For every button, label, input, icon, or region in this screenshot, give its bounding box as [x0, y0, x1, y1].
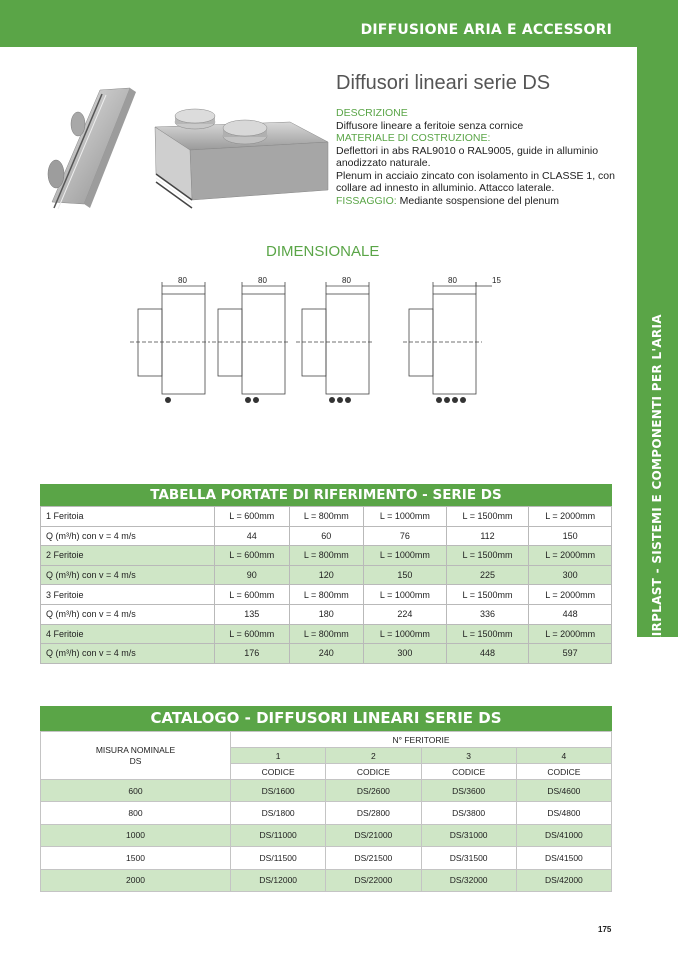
table-cell: CODICE [516, 764, 611, 780]
table-cell: 76 [364, 526, 447, 546]
table-cell: 112 [446, 526, 529, 546]
table-cell: L = 600mm [215, 546, 290, 566]
table-cell: Q (m³/h) con v = 4 m/s [41, 565, 215, 585]
table-cell: Q (m³/h) con v = 4 m/s [41, 644, 215, 664]
table-cell: DS/12000 [231, 869, 326, 891]
materiale-label: MATERIALE DI COSTRUZIONE: [336, 132, 491, 144]
table-cell: Q (m³/h) con v = 4 m/s [41, 526, 215, 546]
table-cell: DS/31500 [421, 847, 516, 869]
table-cell: CODICE [231, 764, 326, 780]
dimensional-title: DIMENSIONALE [266, 243, 380, 260]
table-cell: DS/3800 [421, 802, 516, 824]
descrizione-label: DESCRIZIONE [336, 107, 408, 119]
reference-table [40, 484, 612, 664]
dim-label-5: 15 [492, 276, 501, 285]
table-cell: DS/21500 [326, 847, 421, 869]
table-cell: 300 [529, 565, 612, 585]
table-cell: 1 Feritoia [41, 507, 215, 527]
dim-label-4: 80 [448, 276, 457, 285]
table-row [41, 869, 612, 891]
product-image [40, 82, 330, 217]
table-cell: L = 600mm [215, 507, 290, 527]
product-title: Diffusori lineari serie DS [336, 72, 551, 94]
table-cell: DS/11500 [231, 847, 326, 869]
table-cell: DS/42000 [516, 869, 611, 891]
table-cell: L = 800mm [289, 624, 364, 644]
table-cell: 4 Feritoie [41, 624, 215, 644]
materiale-text-1: Deflettori in abs RAL9010 o RAL9005, guide in alluminio anodizzato naturale. [336, 144, 599, 169]
fissaggio-label: FISSAGGIO: [336, 194, 397, 207]
table-cell: 600 [41, 780, 231, 802]
table-row [41, 644, 612, 664]
table-cell: 1000 [41, 824, 231, 846]
table-cell: L = 1500mm [446, 624, 529, 644]
table-row [41, 780, 612, 802]
table-cell: L = 2000mm [529, 585, 612, 605]
table-cell: L = 1000mm [364, 507, 447, 527]
catalog-table [40, 706, 612, 892]
feritorie-header: N° FERITORIE [231, 732, 612, 748]
table-row [41, 546, 612, 566]
table-cell: 224 [364, 604, 447, 624]
table-cell: 4 [516, 748, 611, 764]
table-row [41, 507, 612, 527]
descrizione-text: Diffusore lineare a feritoie senza cornice [336, 119, 524, 132]
table-cell: 176 [215, 644, 290, 664]
table-cell: 135 [215, 604, 290, 624]
dim-label-1: 80 [178, 276, 187, 285]
table-cell: 1500 [41, 847, 231, 869]
catalog-title: CATALOGO - DIFFUSORI LINEARI SERIE DS [40, 706, 612, 731]
table-cell: DS/4600 [516, 780, 611, 802]
page-number: 175 [598, 925, 612, 934]
reference-table-title: TABELLA PORTATE DI RIFERIMENTO - SERIE DS [40, 484, 612, 506]
table-cell: DS/41500 [516, 847, 611, 869]
table-cell: 800 [41, 802, 231, 824]
table-cell: DS/1800 [231, 802, 326, 824]
table-row [41, 802, 612, 824]
table-cell: DS/1600 [231, 780, 326, 802]
table-cell: 2 [326, 748, 421, 764]
table-cell: 597 [529, 644, 612, 664]
fissaggio-text: Mediante sospensione del plenum [399, 194, 559, 207]
table-cell: 150 [364, 565, 447, 585]
table-cell: L = 1000mm [364, 546, 447, 566]
product-description [336, 107, 626, 207]
table-cell: 336 [446, 604, 529, 624]
table-cell: 150 [529, 526, 612, 546]
table-cell: CODICE [326, 764, 421, 780]
table-cell: L = 1000mm [364, 624, 447, 644]
table-cell: DS/2800 [326, 802, 421, 824]
table-cell: L = 2000mm [529, 624, 612, 644]
table-cell: CODICE [421, 764, 516, 780]
side-tab-text: AIRPLAST - SISTEMI E COMPONENTI PER L'ARIA [650, 314, 664, 646]
table-cell: L = 800mm [289, 507, 364, 527]
table-cell: L = 1500mm [446, 546, 529, 566]
table-cell: L = 600mm [215, 585, 290, 605]
table-cell: L = 1500mm [446, 585, 529, 605]
table-cell: 2 Feritoie [41, 546, 215, 566]
table-cell: DS/21000 [326, 824, 421, 846]
table-cell: DS/11000 [231, 824, 326, 846]
table-cell: 3 [421, 748, 516, 764]
table-row [41, 847, 612, 869]
table-cell: DS/32000 [421, 869, 516, 891]
table-cell: DS/2600 [326, 780, 421, 802]
table-row [41, 585, 612, 605]
table-cell: 60 [289, 526, 364, 546]
section-title: DIFFUSIONE ARIA E ACCESSORI [360, 22, 612, 38]
dim-label-2: 80 [258, 276, 267, 285]
table-cell: 120 [289, 565, 364, 585]
table-row [41, 624, 612, 644]
table-cell: DS/31000 [421, 824, 516, 846]
table-cell: DS/41000 [516, 824, 611, 846]
table-row [41, 604, 612, 624]
dim-label-3: 80 [342, 276, 351, 285]
table-cell: Q (m³/h) con v = 4 m/s [41, 604, 215, 624]
table-cell: L = 2000mm [529, 507, 612, 527]
table-cell: DS/4800 [516, 802, 611, 824]
table-cell: 1 [231, 748, 326, 764]
dimensional-drawing [130, 272, 510, 424]
misura-label: MISURA NOMINALE [95, 744, 176, 755]
table-cell: L = 800mm [289, 585, 364, 605]
table-cell: 180 [289, 604, 364, 624]
table-row [41, 824, 612, 846]
table-cell: 240 [289, 644, 364, 664]
table-cell: L = 600mm [215, 624, 290, 644]
table-cell: 2000 [41, 869, 231, 891]
table-cell: 448 [529, 604, 612, 624]
table-cell: 3 Feritoie [41, 585, 215, 605]
table-cell: 225 [446, 565, 529, 585]
table-row [41, 565, 612, 585]
table-cell: 44 [215, 526, 290, 546]
table-cell: DS/22000 [326, 869, 421, 891]
table-cell: 90 [215, 565, 290, 585]
table-cell: 300 [364, 644, 447, 664]
misura-header [41, 732, 231, 780]
fissaggio-line [336, 195, 626, 208]
table-cell: 448 [446, 644, 529, 664]
materiale-text-2: Plenum in acciaio zincato con isolamento in CLASSE 1, con collare ad innesto in alluminio. Attacco laterale. [336, 169, 615, 194]
table-row [41, 526, 612, 546]
table-cell: L = 800mm [289, 546, 364, 566]
misura-sub: DS [129, 755, 142, 766]
table-cell: L = 2000mm [529, 546, 612, 566]
table-cell: L = 1500mm [446, 507, 529, 527]
table-cell: L = 1000mm [364, 585, 447, 605]
table-cell: DS/3600 [421, 780, 516, 802]
table-row [41, 732, 612, 748]
